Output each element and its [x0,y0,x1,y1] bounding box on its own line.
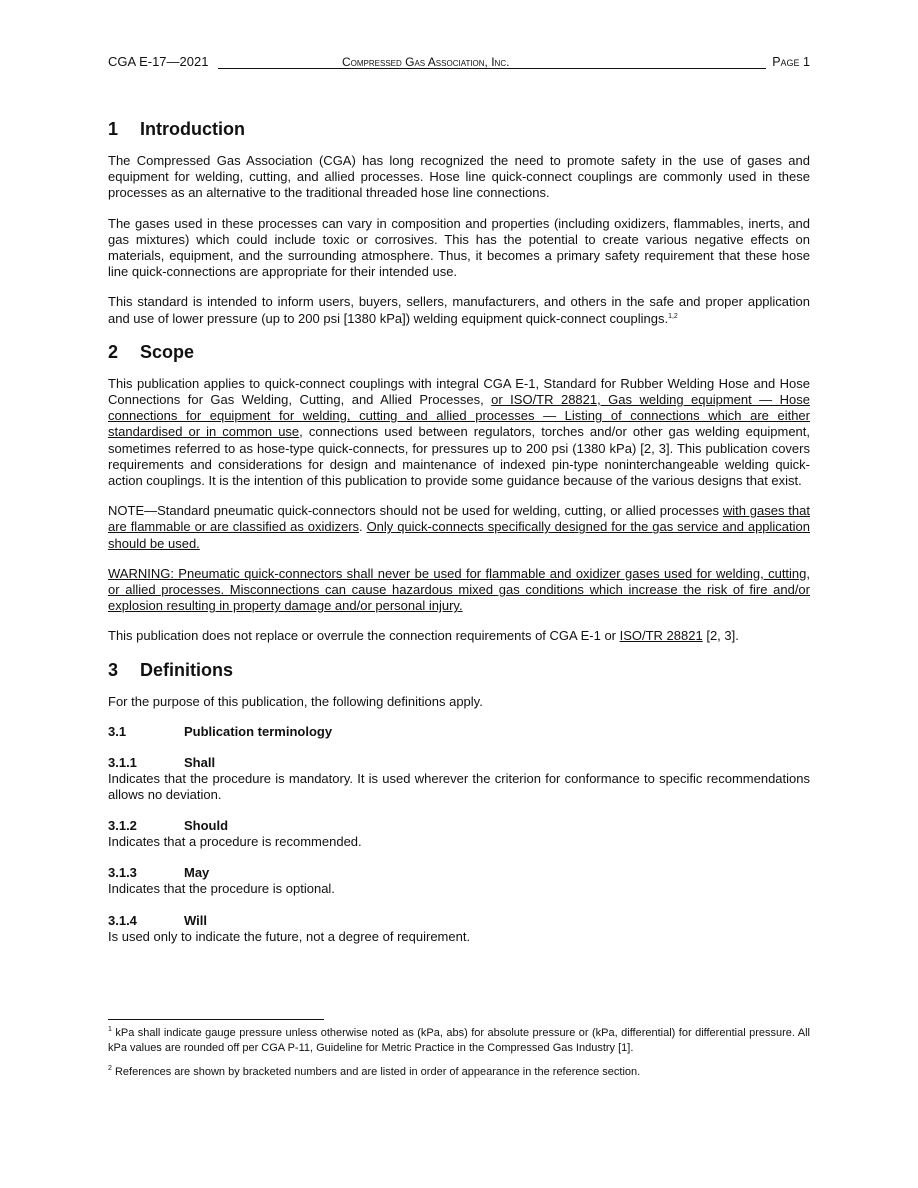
section-title: Definitions [140,659,233,680]
scope-text: This publication does not replace or overrule the connection requirements of CGA E-1 or [108,628,620,644]
note-underlined-text: with gases that are flammable or are classified as oxidizers [108,503,810,535]
definitions-intro: For the purpose of this publication, the following definitions apply. [108,693,483,709]
scope-paragraph-3 [108,628,810,644]
section-heading-introduction [108,118,810,140]
definition-term: Shall [184,754,216,770]
note-underlined-text: Only quick-connects specifically designed for the gas service and application should be used. [108,519,810,551]
footnote-ref: 1,2 [668,312,678,320]
section-heading-definitions [108,659,810,681]
subsection-heading [108,724,810,740]
scope-note [108,503,810,552]
definition-shall [108,755,810,803]
intro-paragraph-1: The Compressed Gas Association (CGA) has long recognized the need to promote safety in the use of gases and equipment for welding, cutting, and allied processes. Hose line quick-connect couplings are commonly used in these processes as an alternative to the traditional threaded hose line connections. [108,153,810,201]
footnote-mark: 2 [108,1065,112,1072]
note-text: . [359,519,367,535]
scope-underlined-text: or ISO/TR 28821, Gas welding equipment — Hose connections for equipment for welding, cutting and allied processes — Listing of connections which are either standardised or in common use [108,392,810,440]
definition-heading [108,818,810,834]
subsection-title: Publication terminology [184,723,333,739]
document-id: CGA E-17—2021 [108,54,209,69]
definition-will [108,913,810,945]
scope-text: [2, 3]. [702,628,739,644]
definition-text: Indicates that the procedure is optional. [108,881,335,897]
definition-may [108,865,810,897]
footnote-2 [108,1065,810,1080]
definition-heading [108,755,810,771]
definition-number: 3.1.4 [108,912,137,928]
definition-should [108,818,810,850]
definition-term: May [184,865,210,881]
definition-number: 3.1.2 [108,818,137,834]
definition-text: Indicates that a procedure is recommended. [108,834,362,850]
footnote-1 [108,1026,810,1056]
definition-heading [108,865,810,881]
intro-paragraph-3 [108,294,810,326]
footnote-mark: 1 [108,1026,112,1033]
section-title: Introduction [140,119,245,139]
scope-text: This publication applies to quick-connect couplings with integral CGA E-1, Standard for Rubber Welding Hose and Hose Connections for Gas Welding, Cutting, and Allied Processes, [108,375,810,408]
page-body [108,118,810,960]
definition-term: Should [184,818,229,834]
section-heading-scope [108,341,810,363]
subsection-number: 3.1 [108,723,127,739]
definition-number: 3.1.1 [108,754,137,770]
footnote-separator [108,1019,324,1020]
footnote-text: kPa shall indicate gauge pressure unless otherwise noted as (kPa, abs) for absolute pressure or (kPa, differential) for differential pressure. All kPa values are rounded off per CGA P-11, Guideline for Metric Practice in the Compressed Gas Industry [1]. [108,1027,810,1054]
section-title: Scope [140,341,195,362]
intro-paragraph-3-text: This standard is intended to inform users, buyers, sellers, manufacturers, and others in the safe and proper application and use of lower pressure (up to 200 psi [1380 kPa]) welding equipment quick-connect couplings. [108,294,810,326]
definition-number: 3.1.3 [108,865,137,881]
section-number: 2 [108,341,119,362]
scope-warning: WARNING: Pneumatic quick-connectors shall never be used for flammable and oxidizer gases used for welding, cutting, or allied processes. Misconnections can cause hazardous mixed gas conditions which increase the risk of fire and/or explosion resulting in property damage and/or personal injury. [108,565,810,614]
footnotes [108,1026,810,1089]
page-header [108,53,810,71]
section-number: 1 [108,119,119,139]
definition-heading [108,913,810,929]
page-number: Page 1 [772,55,810,69]
scope-paragraph-1 [108,376,810,489]
definition-text: Is used only to indicate the future, not a degree of requirement. [108,928,471,944]
section-number: 3 [108,659,119,680]
scope-underlined-text: ISO/TR 28821 [619,628,703,644]
organization-name: Compressed Gas Association, Inc. [342,55,510,69]
scope-text: , connections used between regulators, torches and/or other gas welding equipment, sometimes referred to as hose-type quick-connects, for pressures up to 200 psi (1380 kPa) [2, 3]. This publication covers requirements and considerations for design and maintenance of indexed pin-type noninterchangeable welding quick-action couplings. It is the intention of this publication to provide some guidance because of the various designs that exist. [108,424,811,489]
definition-term: Will [184,912,207,928]
note-text: NOTE—Standard pneumatic quick-connectors should not be used for welding, cutting, or allied processes [108,503,723,519]
intro-paragraph-2: The gases used in these processes can vary in composition and properties (including oxidizers, flammables, inerts, and gas mixtures) which could include toxic or corrosives. This has the potential to create various negative effects on materials, equipment, and the surrounding atmosphere. Thus, it becomes a primary safety requirement that these hose line quick-connections are appropriate for their intended use. [108,215,810,280]
definition-text: Indicates that the procedure is mandatory. It is used wherever the criterion for conformance to specific recommendations allows no deviation. [108,770,810,803]
footnote-text: References are shown by bracketed numbers and are listed in order of appearance in the reference section. [111,1066,641,1078]
